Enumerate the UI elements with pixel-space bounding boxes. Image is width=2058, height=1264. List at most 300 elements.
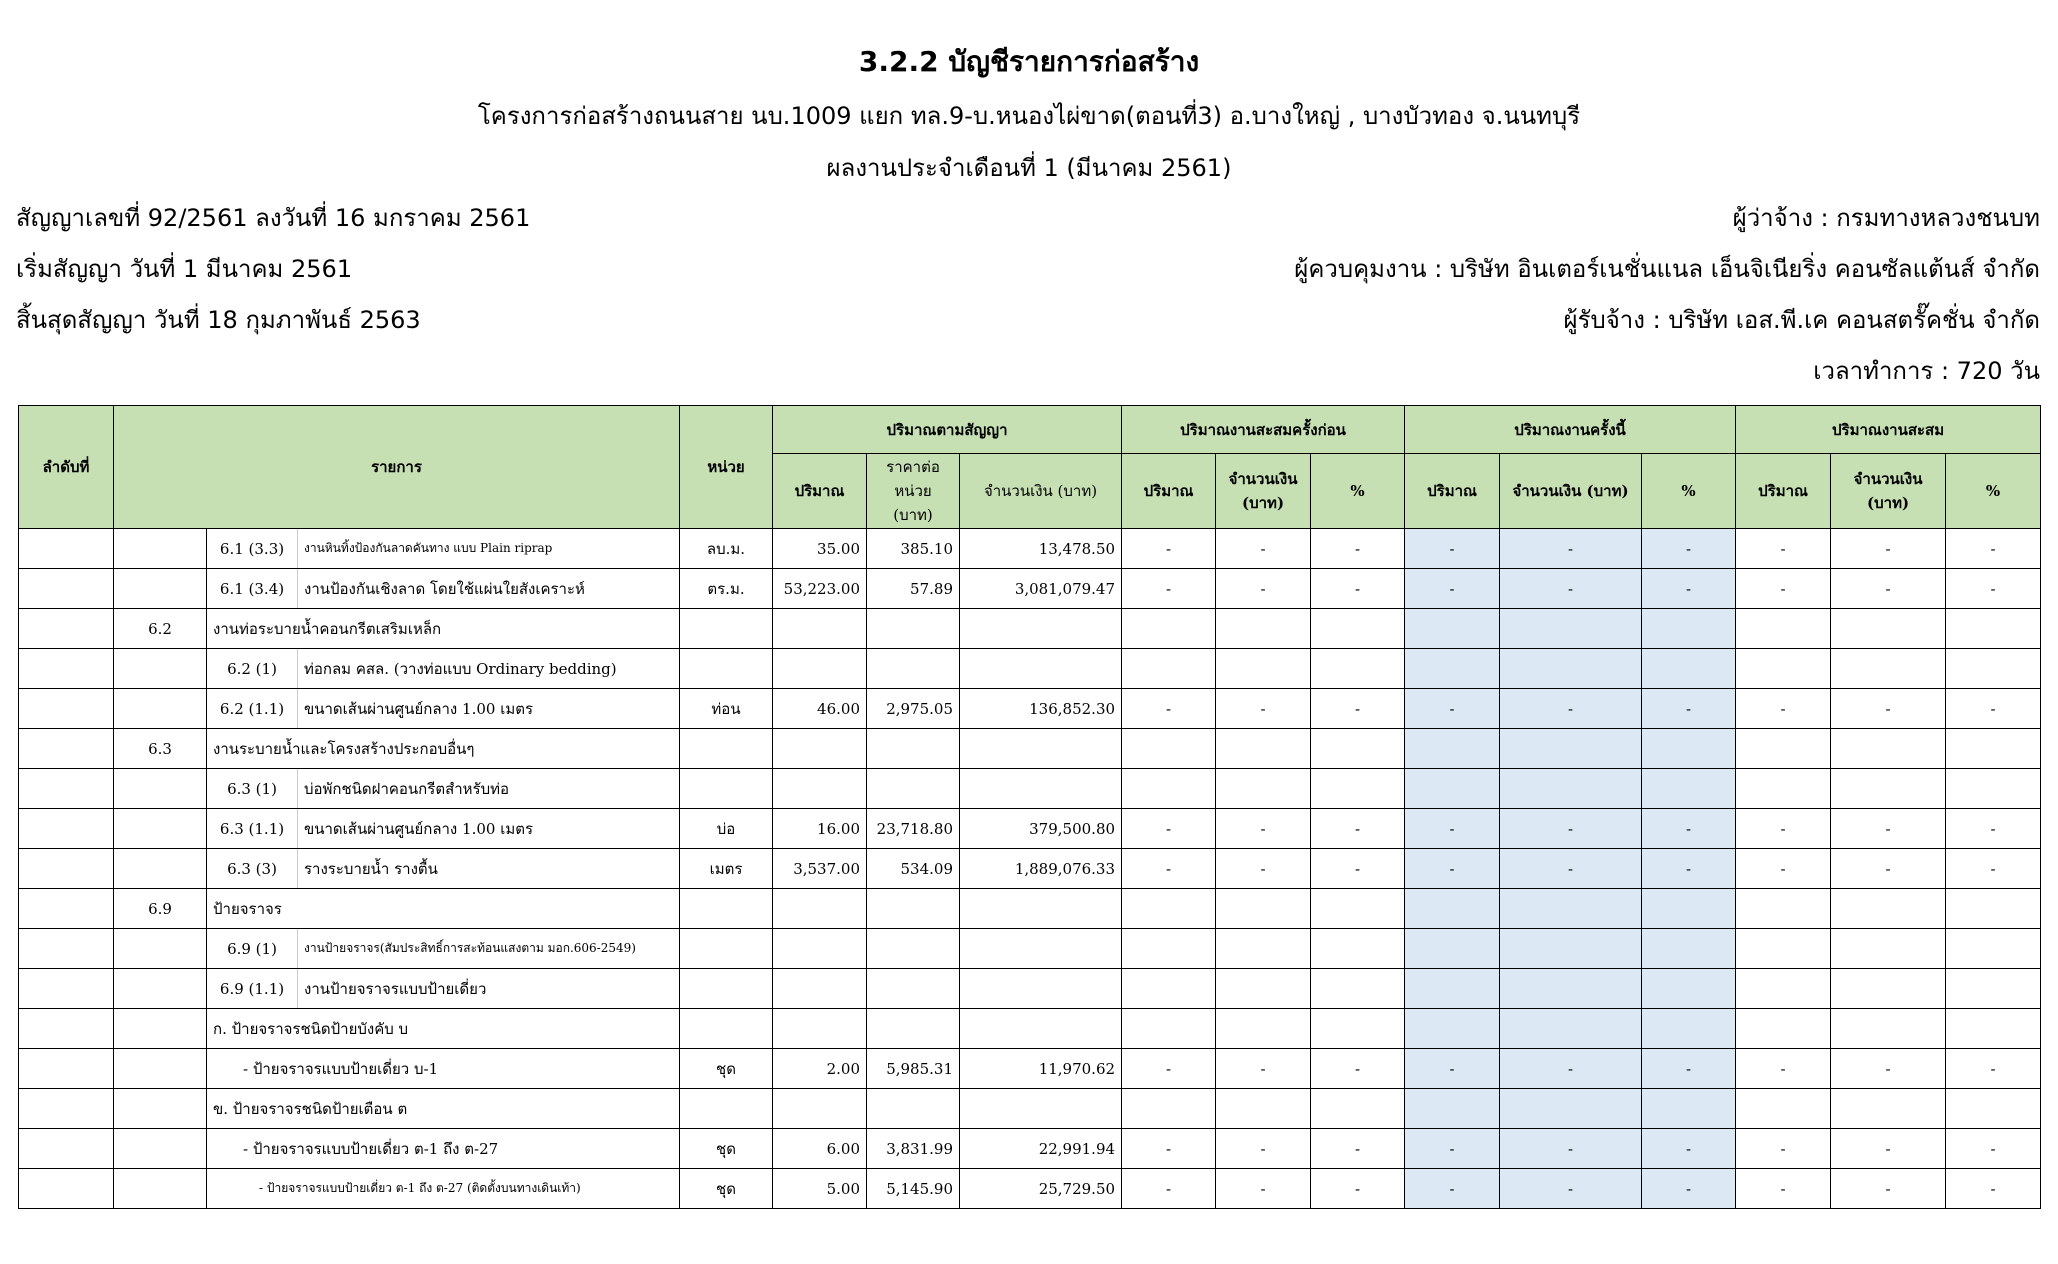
item-code: 6.9 (1) xyxy=(207,929,298,969)
previous-amount-cell: - xyxy=(1216,569,1311,609)
project-name: โครงการก่อสร้างถนนสาย นบ.1009 แยก ทล.9-บ.หนองไผ่ขาด(ตอนที่3) อ.บางใหญ่ , บางบัวทอง จ.นนทบุรี xyxy=(477,102,1581,130)
current-pct-cell xyxy=(1642,729,1736,769)
unit-price-cell: 534.09 xyxy=(867,849,960,889)
cumulative-qty-cell xyxy=(1736,889,1831,929)
current-amount-cell: - xyxy=(1500,1049,1642,1089)
qty-cell: 3,537.00 xyxy=(773,849,867,889)
current-amount-cell xyxy=(1500,1089,1642,1129)
amount-cell xyxy=(960,889,1122,929)
previous-pct-cell xyxy=(1311,769,1405,809)
table-row xyxy=(19,1009,2041,1049)
amount-cell xyxy=(960,969,1122,1009)
current-qty-cell xyxy=(1405,889,1500,929)
previous-qty-cell: - xyxy=(1122,809,1216,849)
current-qty-cell: - xyxy=(1405,1169,1500,1209)
cumulative-pct-cell xyxy=(1946,929,2041,969)
current-qty-cell xyxy=(1405,1009,1500,1049)
row-spacer xyxy=(114,769,207,809)
amount-cell xyxy=(960,1009,1122,1049)
cumulative-pct-cell: - xyxy=(1946,1129,2041,1169)
current-pct-cell xyxy=(1642,929,1736,969)
cumulative-pct-cell xyxy=(1946,889,2041,929)
construction-items-table xyxy=(18,405,2041,1209)
item-description: งานหินทิ้งป้องกันลาดคันทาง แบบ Plain riprap xyxy=(298,529,680,569)
previous-qty-cell xyxy=(1122,729,1216,769)
table-row xyxy=(19,1089,2041,1129)
cumulative-pct-cell xyxy=(1946,969,2041,1009)
cumulative-amount-cell xyxy=(1831,769,1946,809)
cumulative-amount-cell xyxy=(1831,729,1946,769)
unit-price-cell xyxy=(867,969,960,1009)
header-qty: ปริมาณ xyxy=(1122,454,1216,529)
unit-cell: ท่อน xyxy=(680,689,773,729)
unit-cell xyxy=(680,609,773,649)
cumulative-amount-cell: - xyxy=(1831,849,1946,889)
item-description: ขนาดเส้นผ่านศูนย์กลาง 1.00 เมตร xyxy=(298,689,680,729)
previous-qty-cell: - xyxy=(1122,529,1216,569)
previous-pct-cell xyxy=(1311,889,1405,929)
unit-price-cell xyxy=(867,769,960,809)
previous-amount-cell xyxy=(1216,929,1311,969)
row-no xyxy=(19,809,114,849)
cumulative-pct-cell: - xyxy=(1946,1169,2041,1209)
current-pct-cell xyxy=(1642,969,1736,1009)
unit-price-cell xyxy=(867,1089,960,1129)
item-description: ท่อกลม คสล. (วางท่อแบบ Ordinary bedding) xyxy=(298,649,680,689)
current-pct-cell: - xyxy=(1642,529,1736,569)
cumulative-amount-cell xyxy=(1831,609,1946,649)
current-pct-cell: - xyxy=(1642,849,1736,889)
row-spacer xyxy=(114,809,207,849)
unit-cell xyxy=(680,769,773,809)
row-spacer xyxy=(114,849,207,889)
item-description: ป้ายจราจร xyxy=(207,889,680,929)
cumulative-pct-cell xyxy=(1946,649,2041,689)
previous-qty-cell xyxy=(1122,649,1216,689)
cumulative-amount-cell xyxy=(1831,1009,1946,1049)
cumulative-qty-cell: - xyxy=(1736,689,1831,729)
item-description: - ป้ายจราจรแบบป้ายเดี่ยว ต-1 ถึง ต-27 xyxy=(207,1129,680,1169)
amount-cell xyxy=(960,609,1122,649)
contract-end: สิ้นสุดสัญญา วันที่ 18 กุมภาพันธ์ 2563 xyxy=(16,306,421,334)
current-pct-cell: - xyxy=(1642,569,1736,609)
work-duration: เวลาทำการ : 720 วัน xyxy=(1813,357,2040,385)
unit-price-cell xyxy=(867,929,960,969)
cumulative-qty-cell xyxy=(1736,969,1831,1009)
table-row xyxy=(19,1169,2041,1209)
current-amount-cell: - xyxy=(1500,849,1642,889)
qty-cell xyxy=(773,1009,867,1049)
amount-cell xyxy=(960,649,1122,689)
header-amount: จำนวนเงิน (บาท) xyxy=(1500,454,1642,529)
unit-cell xyxy=(680,649,773,689)
amount-cell: 136,852.30 xyxy=(960,689,1122,729)
cumulative-qty-cell xyxy=(1736,609,1831,649)
row-spacer xyxy=(114,1049,207,1089)
previous-amount-cell xyxy=(1216,969,1311,1009)
previous-amount-cell xyxy=(1216,1089,1311,1129)
previous-qty-cell: - xyxy=(1122,849,1216,889)
cumulative-qty-cell xyxy=(1736,649,1831,689)
current-qty-cell xyxy=(1405,729,1500,769)
row-no xyxy=(19,1089,114,1129)
unit-price-cell: 5,145.90 xyxy=(867,1169,960,1209)
unit-cell: ตร.ม. xyxy=(680,569,773,609)
qty-cell: 53,223.00 xyxy=(773,569,867,609)
header-unit: หน่วย xyxy=(680,406,773,529)
previous-qty-cell: - xyxy=(1122,1169,1216,1209)
previous-qty-cell xyxy=(1122,969,1216,1009)
current-pct-cell xyxy=(1642,1089,1736,1129)
previous-pct-cell: - xyxy=(1311,1049,1405,1089)
cumulative-amount-cell xyxy=(1831,1089,1946,1129)
cumulative-amount-cell: - xyxy=(1831,1169,1946,1209)
unit-cell xyxy=(680,729,773,769)
row-no xyxy=(19,689,114,729)
item-description: บ่อพักชนิดฝาคอนกรีตสำหรับท่อ xyxy=(298,769,680,809)
previous-qty-cell: - xyxy=(1122,569,1216,609)
table-row xyxy=(19,809,2041,849)
item-description: งานป้ายจราจรแบบป้ายเดี่ยว xyxy=(298,969,680,1009)
cumulative-pct-cell xyxy=(1946,769,2041,809)
table-row xyxy=(19,649,2041,689)
previous-pct-cell: - xyxy=(1311,1129,1405,1169)
current-pct-cell: - xyxy=(1642,1049,1736,1089)
table-row xyxy=(19,729,2041,769)
header-amount: จำนวนเงิน (บาท) xyxy=(960,454,1122,529)
item-description: - ป้ายจราจรแบบป้ายเดี่ยว ต-1 ถึง ต-27 (ติดตั้งบนทางเดินเท้า) xyxy=(207,1169,680,1209)
unit-cell xyxy=(680,969,773,1009)
item-description: ก. ป้ายจราจรชนิดป้ายบังคับ บ xyxy=(207,1009,680,1049)
qty-cell: 46.00 xyxy=(773,689,867,729)
header-qty: ปริมาณ xyxy=(1405,454,1500,529)
unit-price-cell xyxy=(867,609,960,649)
qty-cell: 2.00 xyxy=(773,1049,867,1089)
cumulative-pct-cell: - xyxy=(1946,689,2041,729)
item-description: งานระบายน้ำและโครงสร้างประกอบอื่นๆ xyxy=(207,729,680,769)
row-no xyxy=(19,889,114,929)
row-spacer xyxy=(114,1169,207,1209)
header-qty: ปริมาณ xyxy=(1736,454,1831,529)
table-row xyxy=(19,1049,2041,1089)
current-qty-cell xyxy=(1405,609,1500,649)
previous-amount-cell xyxy=(1216,649,1311,689)
cumulative-pct-cell xyxy=(1946,729,2041,769)
header-contract: ปริมาณตามสัญญา xyxy=(773,406,1122,454)
amount-cell xyxy=(960,729,1122,769)
item-code: 6.1 (3.3) xyxy=(207,529,298,569)
unit-price-cell: 2,975.05 xyxy=(867,689,960,729)
cumulative-amount-cell: - xyxy=(1831,1129,1946,1169)
item-code: 6.2 (1.1) xyxy=(207,689,298,729)
previous-amount-cell: - xyxy=(1216,809,1311,849)
previous-pct-cell xyxy=(1311,649,1405,689)
row-no xyxy=(19,729,114,769)
header-cumulative: ปริมาณงานสะสม xyxy=(1736,406,2041,454)
cumulative-amount-cell: - xyxy=(1831,569,1946,609)
current-qty-cell: - xyxy=(1405,529,1500,569)
current-amount-cell xyxy=(1500,649,1642,689)
current-qty-cell: - xyxy=(1405,849,1500,889)
row-spacer xyxy=(114,649,207,689)
unit-cell: เมตร xyxy=(680,849,773,889)
row-spacer xyxy=(114,529,207,569)
header-unit-price: ราคาต่อ หน่วย (บาท) xyxy=(867,454,960,529)
current-pct-cell xyxy=(1642,1009,1736,1049)
item-code: 6.2 (1) xyxy=(207,649,298,689)
header-no: ลำดับที่ xyxy=(19,406,114,529)
unit-cell: ชุด xyxy=(680,1129,773,1169)
contract-start: เริ่มสัญญา วันที่ 1 มีนาคม 2561 xyxy=(16,255,353,283)
report-period: ผลงานประจำเดือนที่ 1 (มีนาคม 2561) xyxy=(826,154,1232,182)
current-qty-cell xyxy=(1405,649,1500,689)
item-code: 6.9 (1.1) xyxy=(207,969,298,1009)
header-pct: % xyxy=(1642,454,1736,529)
current-qty-cell xyxy=(1405,969,1500,1009)
cumulative-amount-cell xyxy=(1831,969,1946,1009)
current-pct-cell xyxy=(1642,769,1736,809)
unit-cell: บ่อ xyxy=(680,809,773,849)
current-amount-cell xyxy=(1500,729,1642,769)
previous-pct-cell: - xyxy=(1311,1169,1405,1209)
table-row xyxy=(19,529,2041,569)
unit-cell xyxy=(680,889,773,929)
cumulative-amount-cell xyxy=(1831,889,1946,929)
current-amount-cell xyxy=(1500,769,1642,809)
cumulative-qty-cell: - xyxy=(1736,849,1831,889)
amount-cell: 3,081,079.47 xyxy=(960,569,1122,609)
row-no xyxy=(19,1169,114,1209)
item-description: - ป้ายจราจรแบบป้ายเดี่ยว บ-1 xyxy=(207,1049,680,1089)
amount-cell xyxy=(960,769,1122,809)
previous-amount-cell: - xyxy=(1216,1129,1311,1169)
previous-pct-cell: - xyxy=(1311,529,1405,569)
cumulative-pct-cell: - xyxy=(1946,529,2041,569)
current-pct-cell: - xyxy=(1642,809,1736,849)
table-row xyxy=(19,929,2041,969)
cumulative-amount-cell: - xyxy=(1831,689,1946,729)
current-amount-cell: - xyxy=(1500,1169,1642,1209)
cumulative-pct-cell: - xyxy=(1946,569,2041,609)
unit-price-cell: 5,985.31 xyxy=(867,1049,960,1089)
previous-amount-cell: - xyxy=(1216,529,1311,569)
previous-pct-cell xyxy=(1311,929,1405,969)
item-code: 6.1 (3.4) xyxy=(207,569,298,609)
qty-cell: 5.00 xyxy=(773,1169,867,1209)
item-code: 6.3 (1) xyxy=(207,769,298,809)
table-row xyxy=(19,609,2041,649)
header-previous: ปริมาณงานสะสมครั้งก่อน xyxy=(1122,406,1405,454)
row-spacer xyxy=(114,1009,207,1049)
item-description: งานป้องกันเชิงลาด โดยใช้แผ่นใยสังเคราะห์ xyxy=(298,569,680,609)
current-qty-cell: - xyxy=(1405,689,1500,729)
previous-pct-cell xyxy=(1311,729,1405,769)
header-current: ปริมาณงานครั้งนี้ xyxy=(1405,406,1736,454)
item-description: งานป้ายจราจร(สัมประสิทธิ์การสะท้อนแสงตาม มอก.606-2549) xyxy=(298,929,680,969)
qty-cell: 6.00 xyxy=(773,1129,867,1169)
qty-cell xyxy=(773,929,867,969)
qty-cell xyxy=(773,729,867,769)
current-amount-cell xyxy=(1500,1009,1642,1049)
cumulative-pct-cell: - xyxy=(1946,809,2041,849)
item-description: รางระบายน้ำ รางตื้น xyxy=(298,849,680,889)
cumulative-qty-cell xyxy=(1736,1089,1831,1129)
cumulative-qty-cell xyxy=(1736,929,1831,969)
table-row xyxy=(19,569,2041,609)
header-amount: จำนวนเงิน (บาท) xyxy=(1831,454,1946,529)
cumulative-qty-cell: - xyxy=(1736,529,1831,569)
current-amount-cell xyxy=(1500,609,1642,649)
row-no xyxy=(19,769,114,809)
previous-qty-cell xyxy=(1122,769,1216,809)
current-qty-cell: - xyxy=(1405,1129,1500,1169)
row-no xyxy=(19,569,114,609)
row-no xyxy=(19,1129,114,1169)
previous-qty-cell: - xyxy=(1122,689,1216,729)
row-spacer xyxy=(114,1089,207,1129)
header-qty: ปริมาณ xyxy=(773,454,867,529)
header-item: รายการ xyxy=(114,406,680,529)
previous-qty-cell xyxy=(1122,889,1216,929)
cumulative-amount-cell: - xyxy=(1831,1049,1946,1089)
row-spacer xyxy=(114,1129,207,1169)
unit-cell xyxy=(680,1089,773,1129)
table-row xyxy=(19,769,2041,809)
cumulative-pct-cell xyxy=(1946,609,2041,649)
contractor: ผู้รับจ้าง : บริษัท เอส.พี.เค คอนสตรั๊คชั่น จำกัด xyxy=(1563,306,2040,334)
current-pct-cell xyxy=(1642,649,1736,689)
unit-price-cell: 3,831.99 xyxy=(867,1129,960,1169)
previous-amount-cell xyxy=(1216,1009,1311,1049)
current-pct-cell xyxy=(1642,889,1736,929)
table-row xyxy=(19,1129,2041,1169)
previous-amount-cell: - xyxy=(1216,1169,1311,1209)
previous-qty-cell xyxy=(1122,1009,1216,1049)
amount-cell xyxy=(960,1089,1122,1129)
cumulative-pct-cell: - xyxy=(1946,849,2041,889)
current-pct-cell: - xyxy=(1642,1169,1736,1209)
header-amount: จำนวนเงิน (บาท) xyxy=(1216,454,1311,529)
cumulative-qty-cell: - xyxy=(1736,1169,1831,1209)
amount-cell: 22,991.94 xyxy=(960,1129,1122,1169)
cumulative-pct-cell xyxy=(1946,1089,2041,1129)
previous-amount-cell: - xyxy=(1216,849,1311,889)
unit-cell: ชุด xyxy=(680,1169,773,1209)
header-pct: % xyxy=(1311,454,1405,529)
amount-cell: 1,889,076.33 xyxy=(960,849,1122,889)
current-qty-cell xyxy=(1405,929,1500,969)
qty-cell xyxy=(773,769,867,809)
amount-cell: 13,478.50 xyxy=(960,529,1122,569)
unit-cell: ลบ.ม. xyxy=(680,529,773,569)
table-row xyxy=(19,849,2041,889)
row-no xyxy=(19,649,114,689)
current-qty-cell: - xyxy=(1405,569,1500,609)
row-no xyxy=(19,1009,114,1049)
cumulative-amount-cell: - xyxy=(1831,809,1946,849)
item-description: งานท่อระบายน้ำคอนกรีตเสริมเหล็ก xyxy=(207,609,680,649)
previous-amount-cell xyxy=(1216,729,1311,769)
unit-cell xyxy=(680,929,773,969)
previous-amount-cell: - xyxy=(1216,1049,1311,1089)
row-no xyxy=(19,609,114,649)
row-spacer xyxy=(114,569,207,609)
current-pct-cell: - xyxy=(1642,689,1736,729)
cumulative-pct-cell: - xyxy=(1946,1049,2041,1089)
section-code: 6.3 xyxy=(114,729,207,769)
qty-cell xyxy=(773,889,867,929)
current-amount-cell xyxy=(1500,889,1642,929)
current-qty-cell: - xyxy=(1405,809,1500,849)
previous-qty-cell xyxy=(1122,1089,1216,1129)
employer: ผู้ว่าจ้าง : กรมทางหลวงชนบท xyxy=(1732,204,2040,232)
cumulative-qty-cell: - xyxy=(1736,569,1831,609)
qty-cell xyxy=(773,609,867,649)
current-qty-cell xyxy=(1405,1089,1500,1129)
row-no xyxy=(19,929,114,969)
previous-qty-cell xyxy=(1122,609,1216,649)
previous-qty-cell xyxy=(1122,929,1216,969)
cumulative-qty-cell xyxy=(1736,769,1831,809)
previous-amount-cell: - xyxy=(1216,689,1311,729)
previous-pct-cell xyxy=(1311,969,1405,1009)
current-amount-cell xyxy=(1500,969,1642,1009)
table-row xyxy=(19,689,2041,729)
row-no xyxy=(19,969,114,1009)
row-spacer xyxy=(114,689,207,729)
previous-amount-cell xyxy=(1216,889,1311,929)
item-description: ขนาดเส้นผ่านศูนย์กลาง 1.00 เมตร xyxy=(298,809,680,849)
unit-cell: ชุด xyxy=(680,1049,773,1089)
current-pct-cell: - xyxy=(1642,1129,1736,1169)
unit-price-cell: 385.10 xyxy=(867,529,960,569)
contract-number: สัญญาเลขที่ 92/2561 ลงวันที่ 16 มกราคม 2561 xyxy=(16,204,531,232)
current-amount-cell: - xyxy=(1500,529,1642,569)
row-no xyxy=(19,849,114,889)
table-row xyxy=(19,889,2041,929)
qty-cell: 35.00 xyxy=(773,529,867,569)
previous-pct-cell: - xyxy=(1311,809,1405,849)
current-qty-cell xyxy=(1405,769,1500,809)
unit-price-cell xyxy=(867,649,960,689)
qty-cell xyxy=(773,649,867,689)
supervisor: ผู้ควบคุมงาน : บริษัท อินเตอร์เนชั่นแนล เอ็นจิเนียริ่ง คอนซัลแต้นส์ จำกัด xyxy=(1294,255,2040,283)
qty-cell: 16.00 xyxy=(773,809,867,849)
unit-price-cell xyxy=(867,889,960,929)
table-row xyxy=(19,969,2041,1009)
current-amount-cell: - xyxy=(1500,569,1642,609)
section-code: 6.9 xyxy=(114,889,207,929)
cumulative-amount-cell xyxy=(1831,649,1946,689)
amount-cell: 379,500.80 xyxy=(960,809,1122,849)
cumulative-amount-cell: - xyxy=(1831,529,1946,569)
previous-pct-cell: - xyxy=(1311,849,1405,889)
current-amount-cell: - xyxy=(1500,809,1642,849)
cumulative-qty-cell: - xyxy=(1736,1049,1831,1089)
cumulative-qty-cell xyxy=(1736,1009,1831,1049)
current-qty-cell: - xyxy=(1405,1049,1500,1089)
previous-amount-cell xyxy=(1216,609,1311,649)
cumulative-amount-cell xyxy=(1831,929,1946,969)
amount-cell: 11,970.62 xyxy=(960,1049,1122,1089)
amount-cell: 25,729.50 xyxy=(960,1169,1122,1209)
section-code: 6.2 xyxy=(114,609,207,649)
cumulative-pct-cell xyxy=(1946,1009,2041,1049)
unit-price-cell xyxy=(867,729,960,769)
previous-qty-cell: - xyxy=(1122,1049,1216,1089)
cumulative-qty-cell xyxy=(1736,729,1831,769)
item-code: 6.3 (3) xyxy=(207,849,298,889)
